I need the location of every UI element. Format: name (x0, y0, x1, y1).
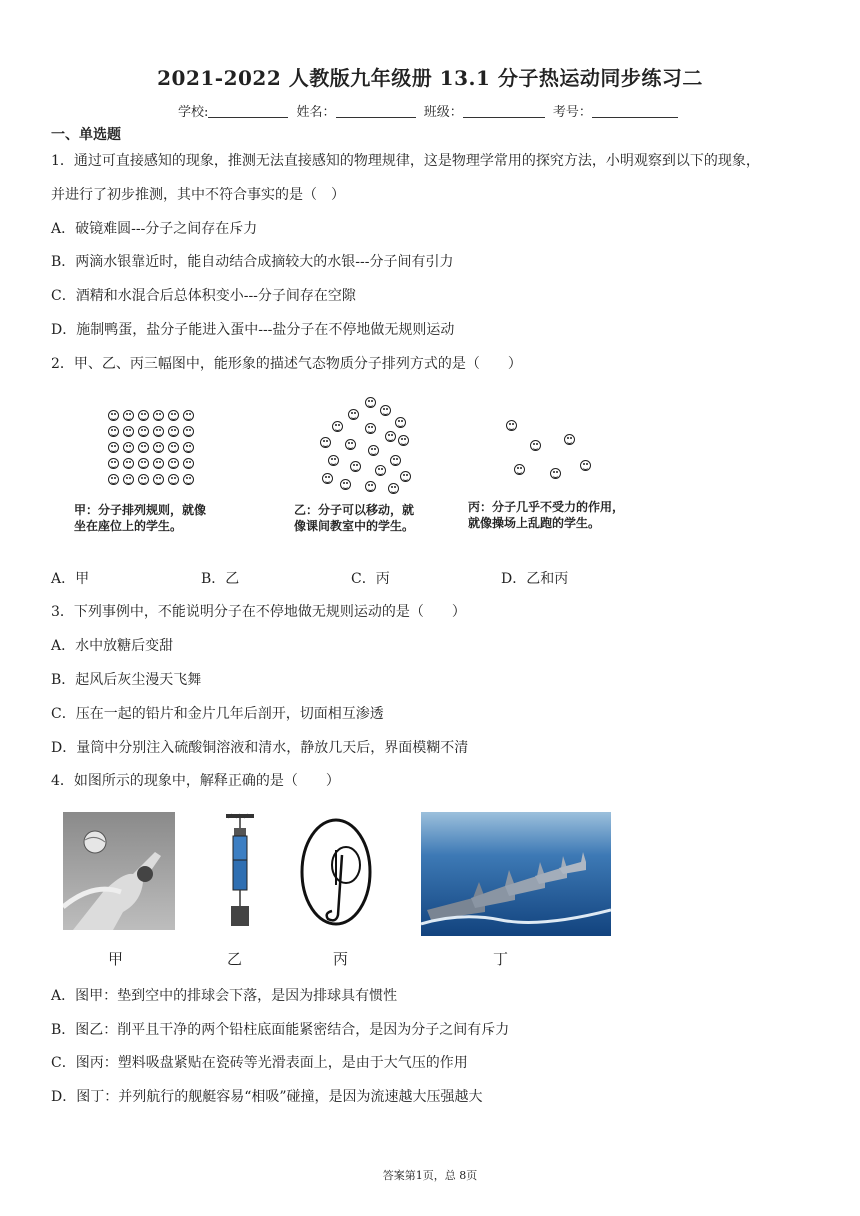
solid-molecule-diagram (108, 410, 203, 495)
page-title: 2021-2022 人教版九年级册 13.1 分子热运动同步练习二 (157, 66, 703, 90)
image-label-jia: 甲 (108, 950, 124, 968)
q4-option-a: A．图甲：垫到空中的排球会下落，是因为排球具有惯性 (51, 988, 398, 1004)
q1-stem-line2: 并进行了初步推测，其中不符合事实的是（ ） (51, 187, 345, 203)
q4-option-d: D．图丁：并列航行的舰艇容易“相吸”碰撞，是因为流速越大压强越大 (51, 1089, 483, 1105)
molecule-icon (322, 473, 333, 484)
molecule-icon (365, 423, 376, 434)
q1-option-a: A．破镜难圆---分子之间存在斥力 (51, 221, 258, 237)
molecule-icon (153, 458, 164, 469)
molecule-icon (183, 442, 194, 453)
molecule-icon (332, 421, 343, 432)
molecule-icon (153, 442, 164, 453)
q2-option-d: D．乙和丙 (501, 571, 569, 587)
school-label: 学校: (178, 105, 209, 120)
q2-option-b: B．乙 (201, 571, 240, 587)
molecule-icon (365, 397, 376, 408)
molecule-icon (168, 458, 179, 469)
name-blank (336, 104, 416, 118)
volleyball-photo (63, 812, 175, 930)
molecule-icon (506, 420, 517, 431)
molecule-icon (123, 442, 134, 453)
molecule-icon (530, 440, 541, 451)
molecule-icon (385, 431, 396, 442)
molecule-icon (388, 483, 399, 494)
exam-no-blank (592, 104, 678, 118)
molecule-icon (168, 442, 179, 453)
caption-yi: 乙：分子可以移动，就 像课间教室中的学生。 (294, 503, 415, 533)
student-info (178, 101, 682, 120)
q4-option-c: C．图丙：塑料吸盘紧贴在瓷砖等光滑表面上，是由于大气压的作用 (51, 1055, 468, 1071)
q3-stem: 3．下列事例中，不能说明分子在不停地做无规则运动的是（ ） (51, 604, 466, 620)
molecule-icon (183, 426, 194, 437)
molecule-icon (398, 435, 409, 446)
molecule-icon (123, 458, 134, 469)
class-label: 班级： (423, 105, 463, 120)
suction-cup-figure (298, 815, 378, 930)
molecule-icon (153, 474, 164, 485)
molecule-icon (550, 468, 561, 479)
liquid-molecule-diagram (310, 395, 420, 495)
q2-option-c: C．丙 (351, 571, 390, 587)
molecule-icon (138, 474, 149, 485)
caption-bing: 丙：分子几乎不受力的作用， 就像操场上乱跑的学生。 (468, 500, 625, 530)
molecule-icon (564, 434, 575, 445)
image-label-ding: 丁 (493, 950, 509, 968)
molecule-icon (348, 409, 359, 420)
caption-jia: 甲：分子排列规则，就像 坐在座位上的学生。 (74, 503, 207, 533)
molecule-icon (345, 439, 356, 450)
molecule-icon (108, 410, 119, 421)
molecule-icon (123, 426, 134, 437)
q3-option-b: B．起风后灰尘漫天飞舞 (51, 672, 202, 688)
q3-option-c: C．压在一起的铅片和金片几年后剖开，切面相互渗透 (51, 706, 384, 722)
molecule-icon (153, 426, 164, 437)
image-label-bing: 丙 (333, 950, 349, 968)
molecule-icon (390, 455, 401, 466)
molecule-icon (168, 474, 179, 485)
molecule-icon (168, 410, 179, 421)
molecule-icon (123, 410, 134, 421)
molecule-icon (514, 464, 525, 475)
school-blank (208, 104, 288, 118)
molecule-icon (365, 481, 376, 492)
molecule-icon (183, 474, 194, 485)
molecule-icon (153, 410, 164, 421)
q2-option-a: A．甲 (51, 571, 90, 587)
molecule-icon (400, 471, 411, 482)
warships-photo (421, 812, 611, 936)
q3-option-d: D．量筒中分别注入硫酸铜溶液和清水，静放几天后，界面模糊不清 (51, 740, 469, 756)
molecule-icon (108, 426, 119, 437)
q1-option-d: D．施制鸭蛋，盐分子能进入蛋中---盐分子在不停地做无规则运动 (51, 322, 455, 338)
molecule-icon (183, 458, 194, 469)
name-label: 姓名： (296, 105, 336, 120)
class-blank (463, 104, 545, 118)
molecule-icon (123, 474, 134, 485)
lead-cylinders-figure (222, 812, 258, 930)
molecule-icon (108, 442, 119, 453)
molecule-icon (108, 474, 119, 485)
gas-molecule-diagram (500, 418, 600, 488)
q1-option-b: B．两滴水银靠近时，能自动结合成摘较大的水银---分子间有引力 (51, 254, 454, 270)
exam-no-label: 考号： (552, 105, 592, 120)
molecule-icon (350, 461, 361, 472)
image-label-yi: 乙 (227, 950, 243, 968)
molecule-icon (138, 442, 149, 453)
q4-stem: 4．如图所示的现象中，解释正确的是（ ） (51, 773, 340, 789)
q1-option-c: C．酒精和水混合后总体积变小---分子间存在空隙 (51, 288, 356, 304)
q2-stem: 2．甲、乙、丙三幅图中，能形象的描述气态物质分子排列方式的是（ ） (51, 356, 522, 372)
molecule-icon (395, 417, 406, 428)
molecule-icon (328, 455, 339, 466)
molecule-icon (375, 465, 386, 476)
q3-option-a: A．水中放糖后变甜 (51, 638, 174, 654)
q4-option-b: B．图乙：削平且干净的两个铅柱底面能紧密结合，是因为分子之间有斥力 (51, 1022, 510, 1038)
page-footer: 答案第1页，总 8页 (382, 1169, 478, 1182)
molecule-icon (183, 410, 194, 421)
molecule-icon (368, 445, 379, 456)
molecule-icon (340, 479, 351, 490)
section-title: 一、单选题 (51, 127, 121, 143)
molecule-icon (138, 426, 149, 437)
molecule-icon (138, 410, 149, 421)
molecule-icon (320, 437, 331, 448)
molecule-icon (108, 458, 119, 469)
molecule-icon (380, 405, 391, 416)
molecule-icon (168, 426, 179, 437)
molecule-icon (580, 460, 591, 471)
molecule-icon (138, 458, 149, 469)
q1-stem-line1: 1．通过可直接感知的现象，推测无法直接感知的物理规律，这是物理学常用的探究方法，小明观察到以下的现象， (51, 153, 760, 169)
